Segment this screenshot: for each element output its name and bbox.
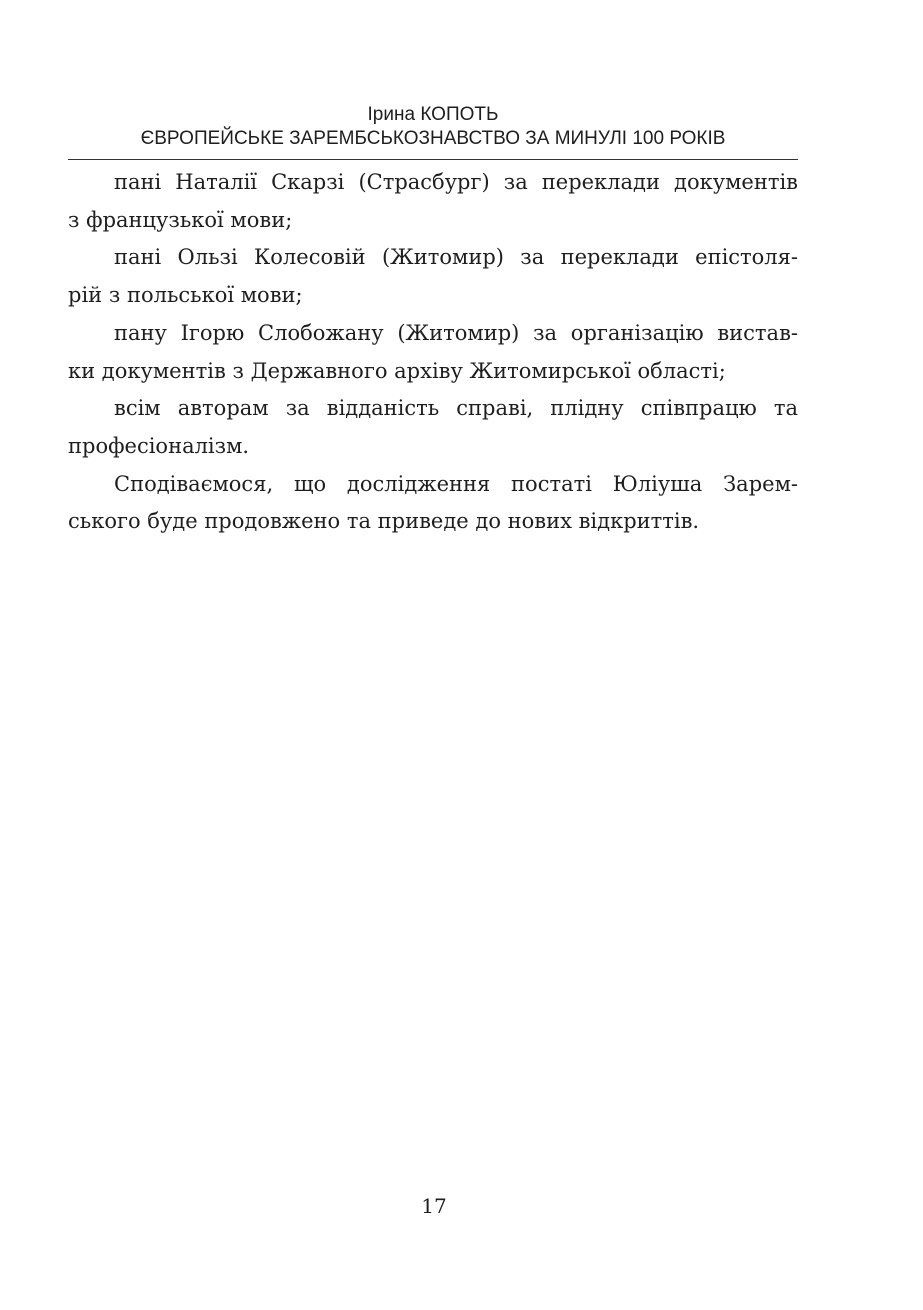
text-line: пані Наталії Скарзі (Страсбург) за переклади документів [114,170,798,194]
text-line: Сподіваємося, що дослідження постаті Юліуша Зарем- [114,471,798,496]
header-title: ЄВРОПЕЙСЬКЕ ЗАРЕМБСЬКОЗНАВСТВО ЗА МИНУЛІ 100 РОКІВ [140,128,726,149]
text-line: всім авторам за відданість справі, плідну співпрацю та [114,396,798,421]
header-author: Ірина КОПОТЬ [367,104,499,125]
paragraph [68,466,798,541]
paragraph [68,390,798,465]
text-line: з французької мови; [68,207,293,232]
paragraph [68,239,798,314]
running-header [68,103,798,151]
text-line: пану Ігорю Слобожану (Житомир) за організацію вистав- [114,320,798,345]
paragraph [68,315,798,390]
text-line: пані Ользі Колесовій (Житомир) за переклади епістоля- [114,245,798,270]
text-line: ського буде продовжено та приведе до нових відкриттів. [68,509,700,534]
text-line: рій з польської мови; [68,283,303,308]
text-line: професіоналізм. [68,433,250,458]
page-number: 17 [421,1194,447,1218]
body-text [68,164,798,541]
paragraph [68,164,798,239]
text-line: ки документів з Державного архіву Житомирської області; [68,358,726,383]
header-divider [68,159,798,160]
